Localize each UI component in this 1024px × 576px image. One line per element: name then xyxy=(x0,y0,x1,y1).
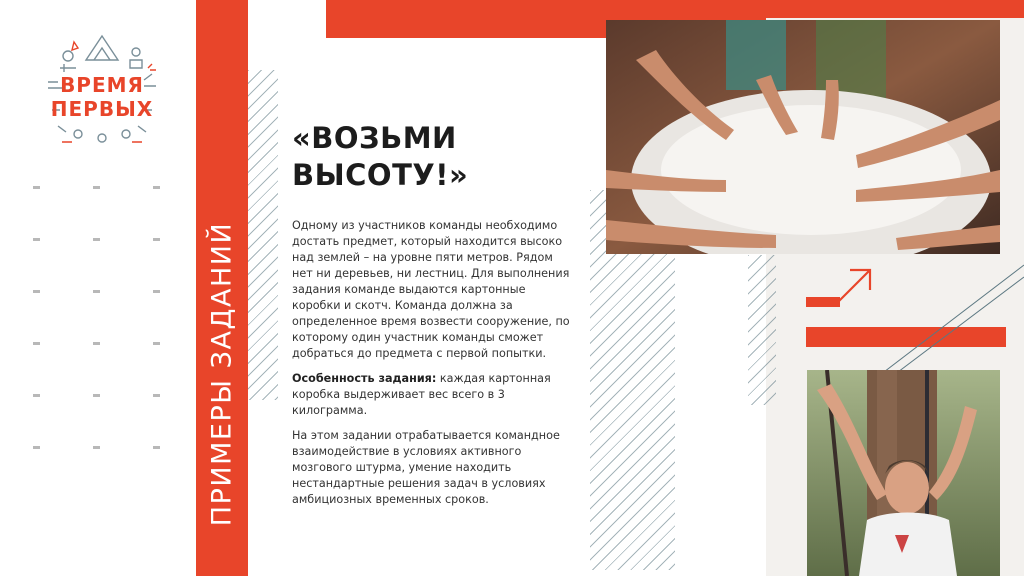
logo-wordmark-line1: ВРЕМЯ xyxy=(60,73,144,97)
feature-paragraph xyxy=(292,371,572,419)
hatch-pattern-right xyxy=(748,255,776,405)
description-paragraph: Одному из участников команды необходимо достать предмет, который находится высоко над землей – на уровне пяти метров. Рядом нет ни деревьев, ни лестниц. Для выполнения задания команде выдаются картонные коробки и скотч. Команда должна за определенное время возвести сооружение, по которому один участник команды сможет добраться до предмета с первой попытки. xyxy=(292,219,570,360)
photo-team-hands xyxy=(606,20,1000,254)
task-description xyxy=(292,218,572,517)
section-title: ПРИМЕРЫ ЗАДАНИЙ xyxy=(206,221,238,527)
task-heading-line1: «ВОЗЬМИ xyxy=(292,121,457,155)
skills-paragraph: На этом задании отрабатывается командное взаимодействие в условиях активного мозгового штурма, умение находить нестандартные решения задач в условиях амбициозных временных сроков. xyxy=(292,429,560,506)
photo-climbing xyxy=(807,370,1000,576)
top-accent-bar-right xyxy=(766,0,1024,18)
task-heading xyxy=(292,120,552,194)
logo xyxy=(38,30,166,148)
logo-wordmark-line2: ПЕРВЫХ xyxy=(50,97,154,121)
feature-text: каждая картонная коробка выдерживает вес всего в 3 килограмма. xyxy=(292,372,551,417)
arrow-up-right-icon xyxy=(834,266,874,306)
hatch-pattern-left xyxy=(248,70,278,400)
task-heading-line2: ВЫСОТУ!» xyxy=(292,158,469,192)
feature-label: Особенность задания: xyxy=(292,372,437,385)
diagonal-lines-decoration xyxy=(880,255,1024,375)
